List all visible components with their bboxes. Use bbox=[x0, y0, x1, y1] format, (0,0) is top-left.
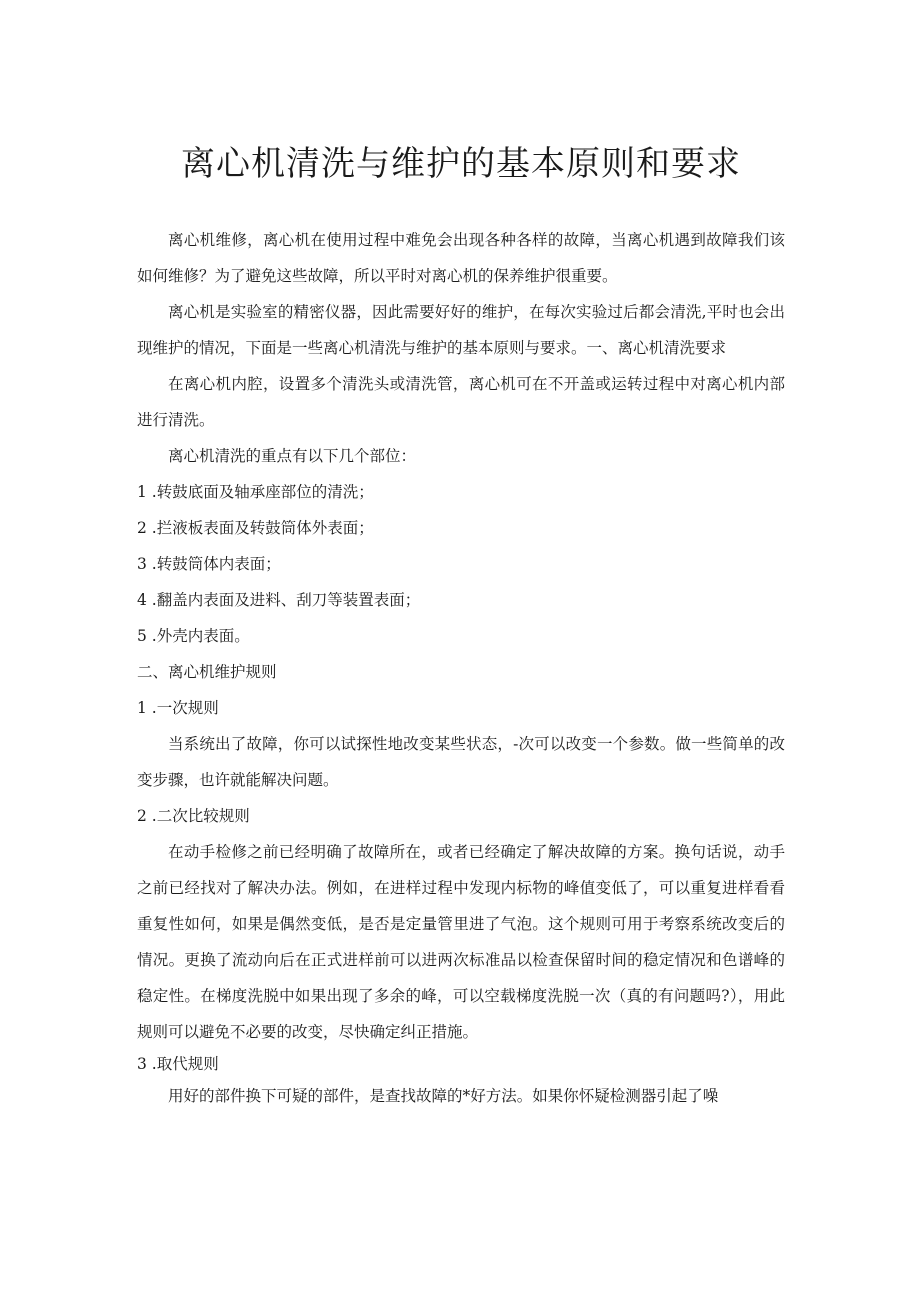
intro-paragraph: 离心机维修，离心机在使用过程中难免会出现各种各样的故障，当离心机遇到故障我们该如何维修？为了避免这些故障，所以平时对离心机的保养维护很重要。 bbox=[137, 231, 785, 285]
cleaning-item-1: 1 .转鼓底面及轴承座部位的清洗； bbox=[137, 483, 374, 501]
overview-paragraph: 离心机是实验室的精密仪器，因此需要好好的维护，在每次实验过后都会清洗,平时也会出现维护的情况，下面是一些离心机清洗与维护的基本原则与要求。一、离心机清洗要求 bbox=[137, 303, 785, 357]
document-body bbox=[137, 222, 785, 1114]
rule-2-paragraph: 在动手检修之前已经明确了故障所在，或者已经确定了解决故障的方案。换句话说，动手之前已经找对了解决办法。例如，在进样过程中发现内标物的峰值变低了，可以重复进样看看重复性如何，如果是偶然变低，是否是定量管里进了气泡。这个规则可用于考察系统改变后的情况。更换了流动向后在正式进样前可以进两次标准品以检查保留时间的稳定情况和色谱峰的稳定性。在梯度洗脱中如果出现了多余的峰，可以空载梯度洗脱一次（真的有问题吗?），用此规则可以避免不必要的改变，尽快确定纠正措施。 bbox=[137, 843, 785, 1041]
rule-1-paragraph: 当系统出了故障，你可以试探性地改变某些状态，-次可以改变一个参数。做一些简单的改变步骤，也许就能解决问题。 bbox=[137, 735, 785, 789]
document-title: 离心机清洗与维护的基本原则和要求 bbox=[181, 144, 741, 184]
rule-3-heading: 3 .取代规则 bbox=[137, 1055, 219, 1073]
rule-1-heading: 1 .一次规则 bbox=[137, 699, 219, 717]
cleaning-item-2: 2 .拦液板表面及转鼓筒体外表面； bbox=[137, 519, 374, 537]
cleaning-item-3: 3 .转鼓筒体内表面； bbox=[137, 555, 281, 573]
maintenance-section-heading: 二、离心机维护规则 bbox=[137, 663, 277, 681]
cleaning-focus-intro: 离心机清洗的重点有以下几个部位： bbox=[168, 447, 417, 465]
cleaning-method-paragraph: 在离心机内腔，设置多个清洗头或清洗管，离心机可在不开盖或运转过程中对离心机内部进行清洗。 bbox=[137, 375, 785, 429]
rule-3-paragraph: 用好的部件换下可疑的部件，是查找故障的*好方法。如果你怀疑检测器引起了噪 bbox=[168, 1087, 719, 1105]
cleaning-item-4: 4 .翻盖内表面及进料、刮刀等装置表面； bbox=[137, 591, 421, 609]
cleaning-item-5: 5 .外壳内表面。 bbox=[137, 627, 250, 645]
rule-2-heading: 2 .二次比较规则 bbox=[137, 807, 250, 825]
